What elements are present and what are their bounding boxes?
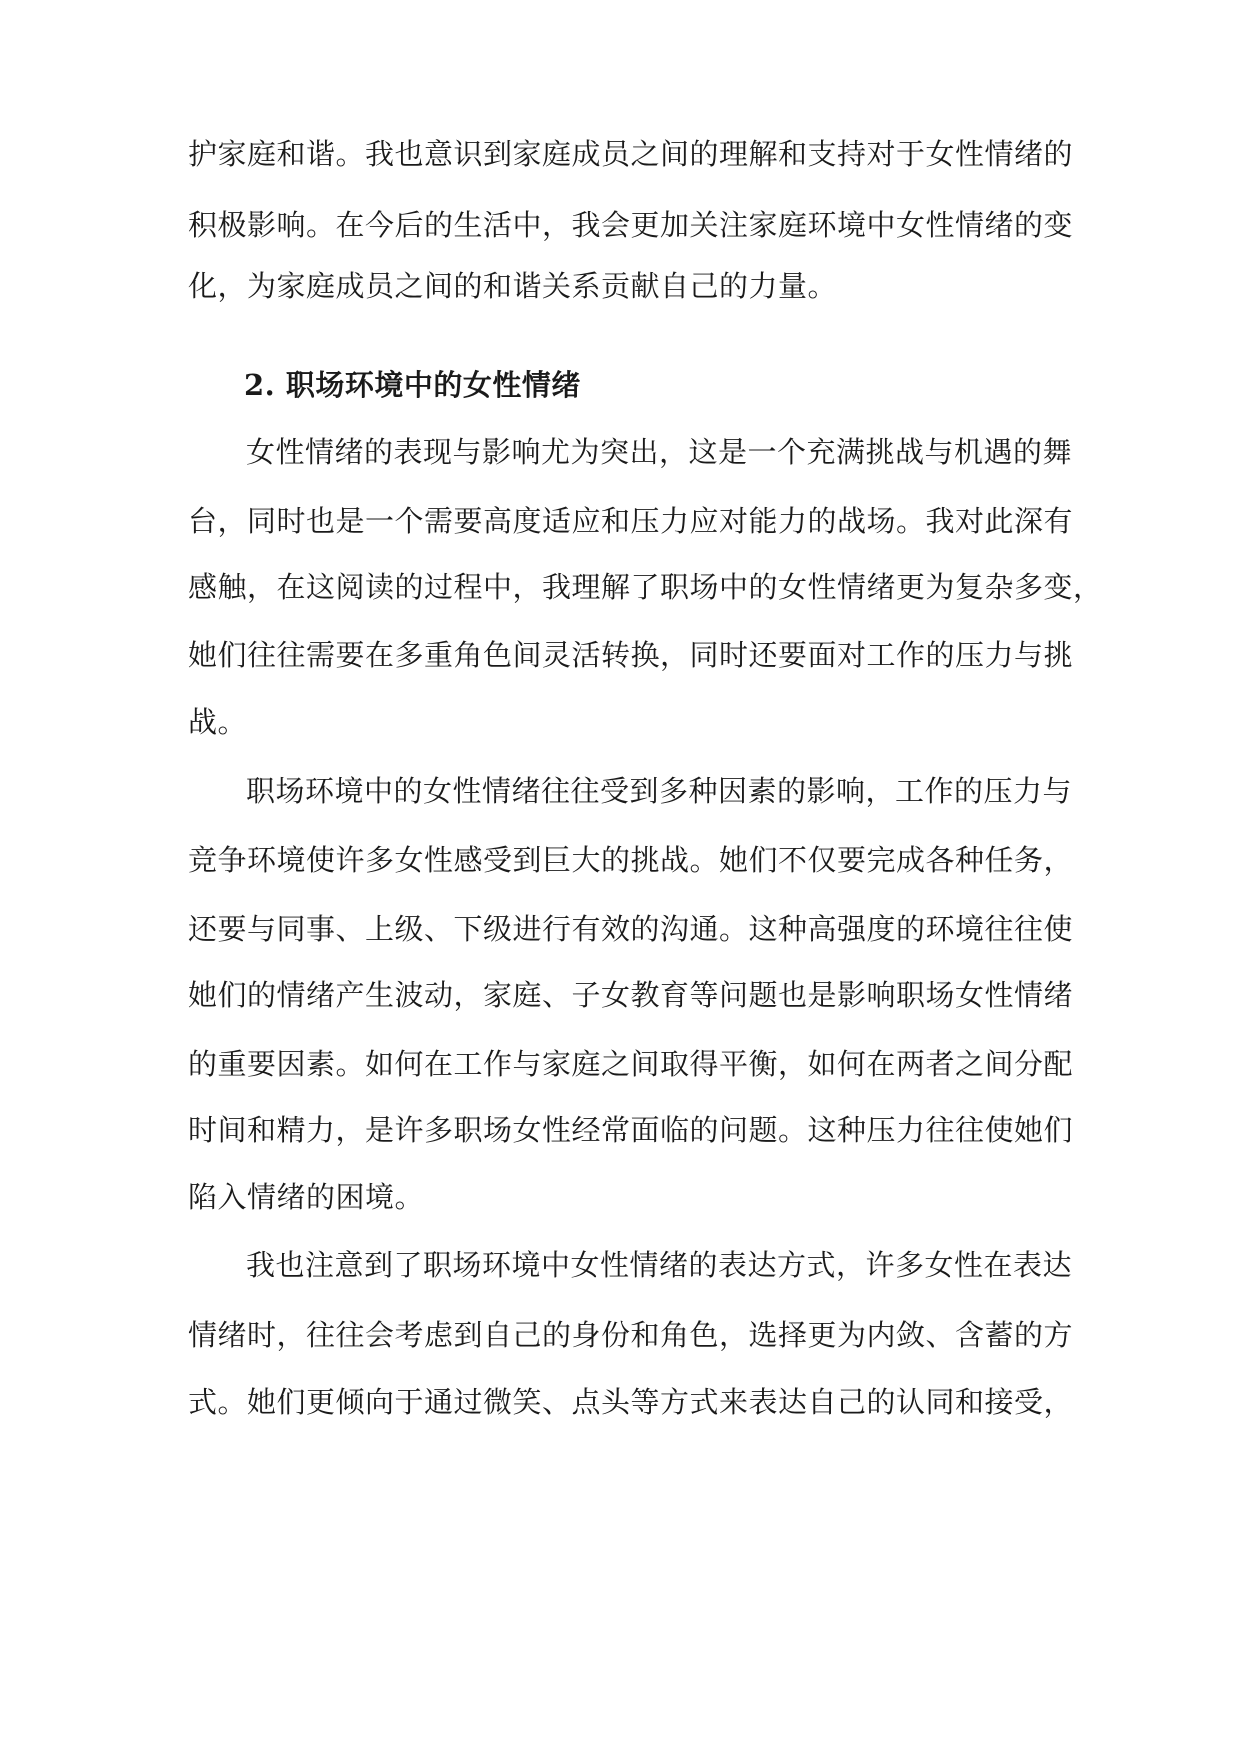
- text-line: 化，为家庭成员之间的和谐关系贡献自己的力量。: [188, 269, 838, 303]
- paragraph-line: 女性情绪的表现与影响尤为突出，这是一个充满挑战与机遇的舞: [246, 435, 1073, 469]
- paragraph-line: 陷入情绪的困境。: [188, 1180, 425, 1214]
- paragraph-line: 她们的情绪产生波动，家庭、子女教育等问题也是影响职场女性情绪: [188, 978, 1074, 1012]
- paragraph-line: 我也注意到了职场环境中女性情绪的表达方式，许多女性在表达: [246, 1248, 1073, 1282]
- paragraph-line: 式。她们更倾向于通过微笑、点头等方式来表达自己的认同和接受，: [188, 1385, 1074, 1419]
- paragraph-line: 她们往往需要在多重角色间灵活转换，同时还要面对工作的压力与挑: [188, 638, 1074, 672]
- paragraph-line: 还要与同事、上级、下级进行有效的沟通。这种高强度的环境往往使: [188, 912, 1074, 946]
- paragraph-line: 感触，在这阅读的过程中，我理解了职场中的女性情绪更为复杂多变，: [188, 570, 1103, 604]
- paragraph-line: 竞争环境使许多女性感受到巨大的挑战。她们不仅要完成各种任务，: [188, 843, 1074, 877]
- paragraph-line: 时间和精力，是许多职场女性经常面临的问题。这种压力往往使她们: [188, 1113, 1074, 1147]
- text-line: 积极影响。在今后的生活中，我会更加关注家庭环境中女性情绪的变: [188, 208, 1074, 242]
- paragraph-line: 职场环境中的女性情绪往往受到多种因素的影响，工作的压力与: [246, 774, 1073, 808]
- paragraph-line: 情绪时，往往会考虑到自己的身份和角色，选择更为内敛、含蓄的方: [188, 1318, 1074, 1352]
- paragraph-line: 的重要因素。如何在工作与家庭之间取得平衡，如何在两者之间分配: [188, 1047, 1074, 1081]
- text-line: 护家庭和谐。我也意识到家庭成员之间的理解和支持对于女性情绪的: [188, 137, 1074, 171]
- section-heading: 2. 职场环境中的女性情绪: [244, 368, 581, 402]
- paragraph-line: 台，同时也是一个需要高度适应和压力应对能力的战场。我对此深有: [188, 504, 1074, 538]
- paragraph-line: 战。: [188, 705, 248, 739]
